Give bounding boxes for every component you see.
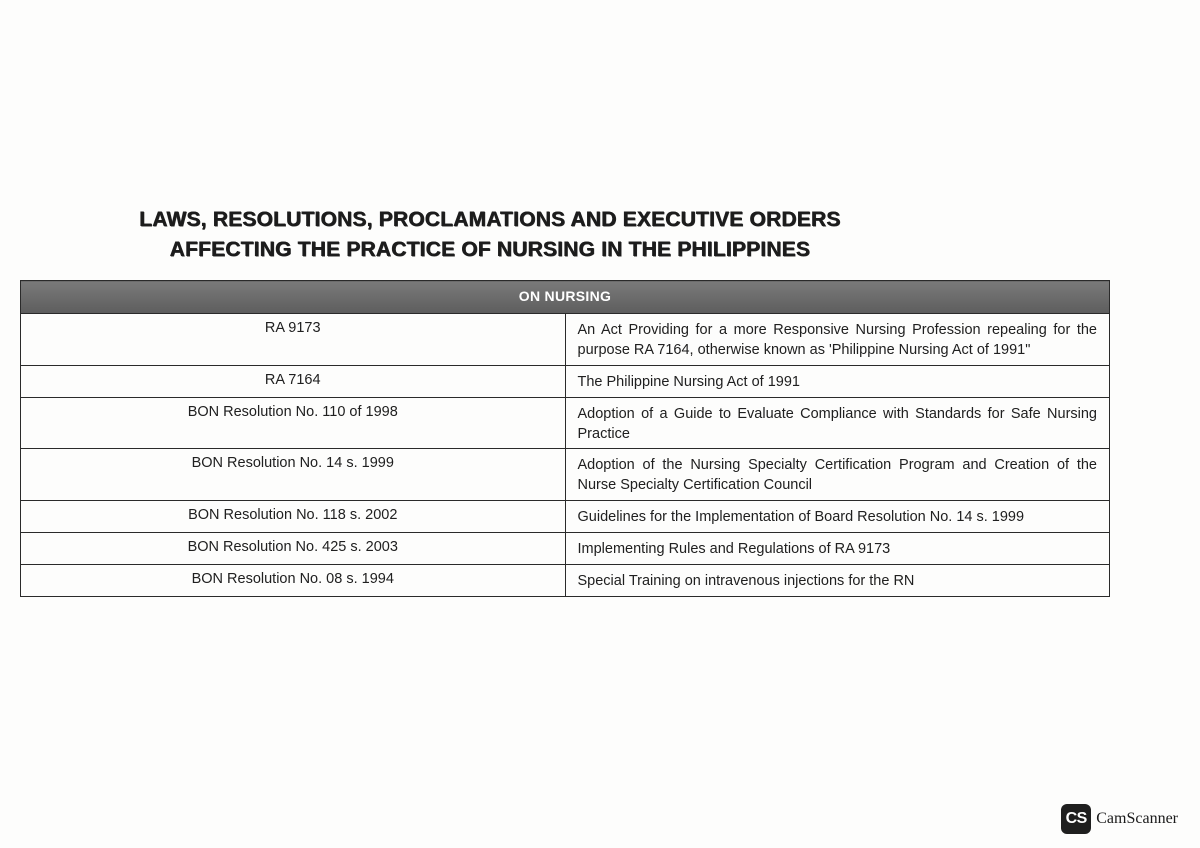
description-cell: Guidelines for the Implementation of Board Resolution No. 14 s. 1999 bbox=[565, 501, 1110, 533]
table-row bbox=[21, 314, 1110, 366]
reference-cell: BON Resolution No. 425 s. 2003 bbox=[21, 533, 566, 565]
reference-cell: BON Resolution No. 08 s. 1994 bbox=[21, 565, 566, 597]
camscanner-watermark bbox=[1061, 803, 1178, 835]
table-row bbox=[21, 501, 1110, 533]
reference-cell: BON Resolution No. 14 s. 1999 bbox=[21, 449, 566, 501]
reference-cell: RA 7164 bbox=[21, 366, 566, 398]
laws-table bbox=[20, 280, 1110, 597]
table-row bbox=[21, 398, 1110, 449]
reference-cell: RA 9173 bbox=[21, 314, 566, 366]
description-cell: Implementing Rules and Regulations of RA 9173 bbox=[565, 533, 1110, 565]
table-row bbox=[21, 533, 1110, 565]
description-cell: An Act Providing for a more Responsive Nursing Profession repealing for the purpose RA 7164, otherwise known as 'Philippine Nursing Act of 1991" bbox=[565, 314, 1110, 366]
description-cell: The Philippine Nursing Act of 1991 bbox=[565, 366, 1110, 398]
table-row bbox=[21, 565, 1110, 597]
reference-cell: BON Resolution No. 118 s. 2002 bbox=[21, 501, 566, 533]
table-row bbox=[21, 366, 1110, 398]
camscanner-logo-icon bbox=[1061, 804, 1091, 834]
title-line-2: AFFECTING THE PRACTICE OF NURSING IN THE PHILIPPINES bbox=[169, 238, 811, 261]
table-row bbox=[21, 449, 1110, 501]
section-header-label: ON NURSING bbox=[518, 288, 612, 304]
section-header bbox=[21, 281, 1110, 314]
description-cell: Adoption of a Guide to Evaluate Compliance with Standards for Safe Nursing Practice bbox=[565, 398, 1110, 449]
camscanner-logo-text: CS bbox=[1065, 810, 1087, 827]
description-cell: Adoption of the Nursing Specialty Certification Program and Creation of the Nurse Specialty Certification Council bbox=[565, 449, 1110, 501]
description-cell: Special Training on intravenous injections for the RN bbox=[565, 565, 1110, 597]
camscanner-brand: CamScanner bbox=[1096, 810, 1178, 827]
reference-cell: BON Resolution No. 110 of 1998 bbox=[21, 398, 566, 449]
title-line-1: LAWS, RESOLUTIONS, PROCLAMATIONS AND EXECUTIVE ORDERS bbox=[139, 208, 841, 231]
document-title bbox=[20, 205, 1110, 265]
